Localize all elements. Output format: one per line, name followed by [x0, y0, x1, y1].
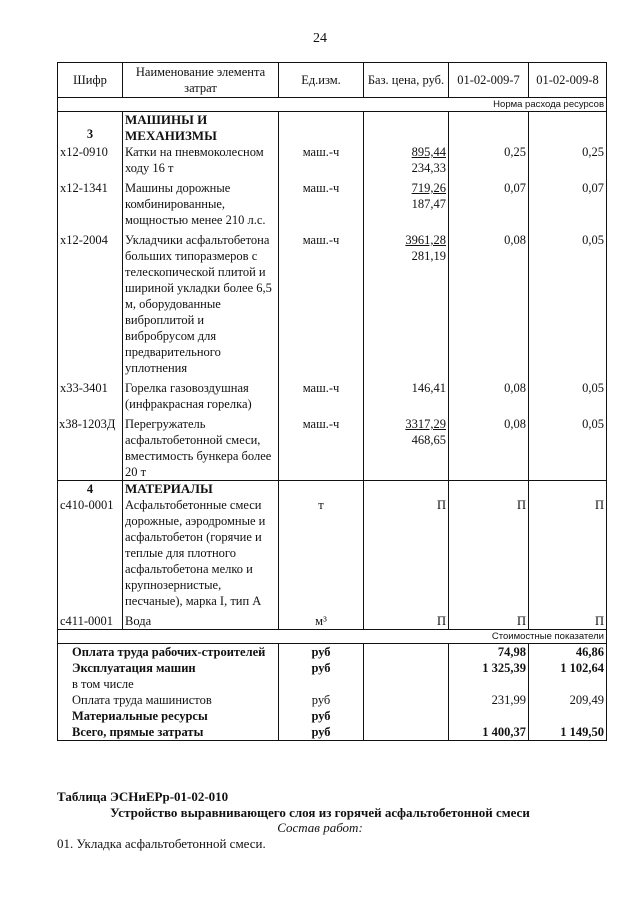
row-unit: т: [279, 497, 364, 609]
summary-value-1: 1 325,39: [449, 660, 529, 676]
summary-row: [58, 692, 607, 708]
table-row: [58, 497, 607, 609]
summary-unit: руб: [279, 692, 364, 708]
table-row: [58, 144, 607, 176]
row-code: с410-0001: [58, 497, 123, 609]
row-value-2: 0,05: [529, 380, 607, 412]
row-code: с411-0001: [58, 613, 123, 630]
row-unit: маш.-ч: [279, 180, 364, 228]
cost-subheader-row: [58, 630, 607, 644]
table-row: [58, 380, 607, 412]
norm-subheader: Норма расхода ресурсов: [58, 98, 607, 112]
table-row: [58, 180, 607, 228]
row-price-top: П: [436, 498, 446, 512]
row-price-bottom: 468,65: [411, 433, 446, 447]
row-value-2: П: [529, 497, 607, 609]
header-code: Шифр: [58, 63, 123, 98]
section-number: 3: [58, 112, 123, 145]
row-value-2: 0,07: [529, 180, 607, 228]
summary-label: Всего, прямые затраты: [58, 724, 279, 741]
row-name: Вода: [123, 613, 279, 630]
summary-unit: руб: [279, 724, 364, 741]
row-price-top: 895,44: [411, 145, 446, 159]
row-value-1: 0,08: [449, 232, 529, 376]
row-value-1: 0,07: [449, 180, 529, 228]
summary-row: [58, 724, 607, 741]
section-number: 4: [58, 481, 123, 498]
row-value-1: П: [449, 613, 529, 630]
work-composition-title: Состав работ:: [277, 820, 363, 835]
row-name: Асфальтобетонные смеси дорожные, аэродромные и асфальтобетон (горячие и теплые для плотного асфальтобетона мелко и крупнозернистые, песчаные), марка I, тип А: [123, 497, 279, 609]
table-subtitle: Устройство выравнивающего слоя из горячей асфальтобетонной смеси: [110, 805, 530, 820]
summary-label: Оплата труда рабочих-строителей: [58, 644, 279, 661]
row-value-2: 0,05: [529, 232, 607, 376]
row-unit: маш.-ч: [279, 232, 364, 376]
row-value-1: 0,25: [449, 144, 529, 176]
section-row: [58, 481, 607, 498]
summary-row: [58, 676, 607, 692]
row-unit: маш.-ч: [279, 416, 364, 481]
header-col1: 01-02-009-7: [449, 63, 529, 98]
summary-row: [58, 660, 607, 676]
row-name: Перегружатель асфальтобетонной смеси, вместимость бункера более 20 т: [123, 416, 279, 481]
table-title: Таблица ЭСНиЕРр-01-02-010: [57, 789, 229, 804]
work-item: 01. Укладка асфальтобетонной смеси.: [57, 836, 266, 851]
summary-unit: руб: [279, 644, 364, 661]
row-price-top: 146,41: [411, 381, 446, 395]
resource-norms-table: [57, 62, 607, 741]
table-row: [58, 613, 607, 630]
header-price: Баз. цена, руб.: [364, 63, 449, 98]
row-price-bottom: 281,19: [411, 249, 446, 263]
row-price-top: 719,26: [411, 181, 446, 195]
summary-value-1: 74,98: [449, 644, 529, 661]
header-col2: 01-02-009-8: [529, 63, 607, 98]
summary-value-2: 1 102,64: [529, 660, 607, 676]
summary-unit: руб: [279, 708, 364, 724]
row-value-1: П: [449, 497, 529, 609]
row-code: х12-1341: [58, 180, 123, 228]
header-name: Наименование элемента затрат: [123, 63, 279, 98]
summary-row: [58, 708, 607, 724]
row-code: х12-2004: [58, 232, 123, 376]
cost-subheader: Стоимостные показатели: [58, 630, 607, 644]
page-number: 24: [313, 31, 327, 46]
row-value-2: 0,25: [529, 144, 607, 176]
summary-value-2: 46,86: [529, 644, 607, 661]
row-name: Катки на пневмоколесном ходу 16 т: [123, 144, 279, 176]
table-row: [58, 232, 607, 376]
row-price-top: 3961,28: [405, 233, 446, 247]
table-header-row: [58, 63, 607, 98]
summary-label: Материальные ресурсы: [58, 708, 279, 724]
summary-value-2: 209,49: [529, 692, 607, 708]
section-row: [58, 112, 607, 145]
summary-value-1: 1 400,37: [449, 724, 529, 741]
summary-unit: руб: [279, 660, 364, 676]
table-row: [58, 416, 607, 481]
row-unit: маш.-ч: [279, 144, 364, 176]
row-value-1: 0,08: [449, 416, 529, 481]
header-unit: Ед.изм.: [279, 63, 364, 98]
row-value-1: 0,08: [449, 380, 529, 412]
row-value-2: 0,05: [529, 416, 607, 481]
row-code: х12-0910: [58, 144, 123, 176]
row-value-2: П: [529, 613, 607, 630]
row-unit: маш.-ч: [279, 380, 364, 412]
norm-subheader-row: [58, 98, 607, 112]
summary-value-2: 1 149,50: [529, 724, 607, 741]
summary-row: [58, 644, 607, 661]
row-name: Укладчики асфальтобетона больших типоразмеров с телескопической плитой и шириной укладки более 6,5 м, оборудованные виброплитой и вибробрусом для предварительного уплотнения: [123, 232, 279, 376]
section-title: МАШИНЫ И МЕХАНИЗМЫ: [123, 112, 279, 145]
summary-label: Оплата труда машинистов: [58, 692, 279, 708]
row-unit: м³: [279, 613, 364, 630]
row-name: Машины дорожные комбинированные, мощностью менее 210 л.с.: [123, 180, 279, 228]
section-title: МАТЕРИАЛЫ: [123, 481, 279, 498]
summary-label: Эксплуатация машин: [58, 660, 279, 676]
row-code: х38-1203Д: [58, 416, 123, 481]
row-price-bottom: 187,47: [411, 197, 446, 211]
row-price-top: 3317,29: [405, 417, 446, 431]
summary-label: в том числе: [58, 676, 279, 692]
row-price-bottom: 234,33: [411, 161, 446, 175]
summary-value-1: 231,99: [449, 692, 529, 708]
row-price-top: П: [436, 614, 446, 628]
row-code: х33-3401: [58, 380, 123, 412]
row-name: Горелка газовоздушная (инфракрасная горелка): [123, 380, 279, 412]
